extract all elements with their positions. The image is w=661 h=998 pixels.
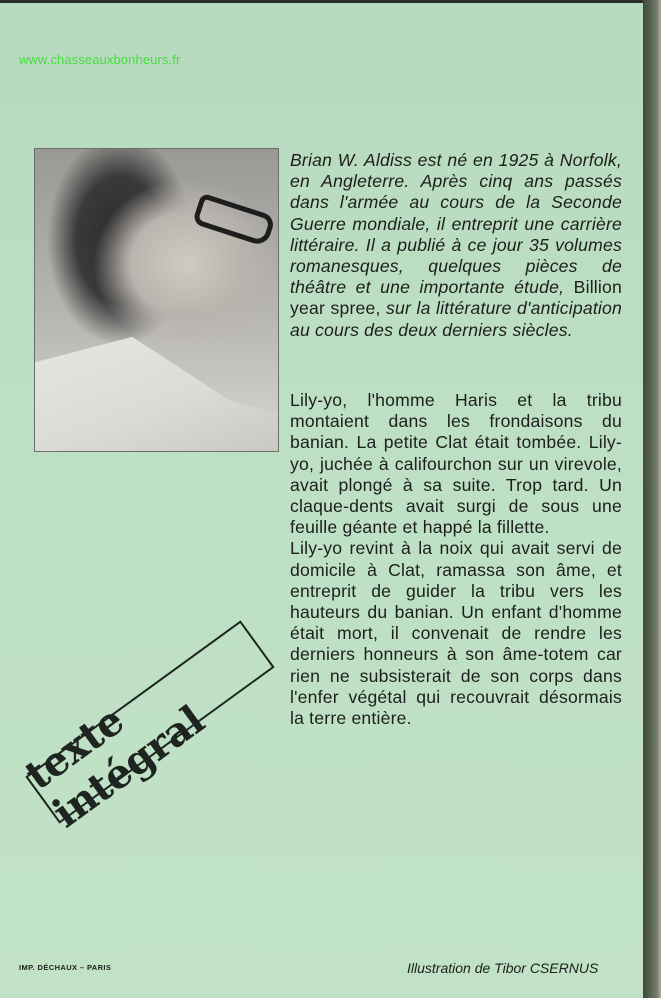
book-back-cover (0, 3, 643, 998)
book-spine-edge (643, 0, 661, 998)
printer-imprint: IMP. DÉCHAUX – PARIS (19, 963, 112, 972)
bio-text-part2: sur la littérature d'anticipation au cours des deux derniers siècles. (290, 298, 622, 340)
texte-integral-stamp (16, 620, 274, 838)
watermark-text: www.chasseauxbonheurs.fr (19, 52, 181, 67)
illustration-credit: Illustration de Tibor CSERNUS (407, 960, 599, 976)
bio-book-title: Billion year spree, (290, 277, 622, 319)
blurb-paragraph-2: Lily-yo revint à la noix qui avait servi de domicile à Clat, ramassa son âme, et entreprit de guider la tribu vers les hauteurs du banian. Un enfant d'homme était mort, il convenait de rendre les derniers honneurs à son âme-totem car rien ne subsisterait de son corps dans l'enfer végétal qui recouvrait désormais la terre entière. (290, 538, 622, 729)
author-bio (290, 150, 622, 341)
author-photo (34, 148, 279, 452)
bio-text-part1: Brian W. Aldiss est né en 1925 à Norfolk, en Angleterre. Après cinq ans passés dans l'armée au cours de la Seconde Guerre mondiale, il entreprit une carrière littéraire. Il a publié à ce jour 35 volumes romanesques, quelques pièces de théâtre et une importante étude, (290, 150, 622, 298)
blurb-paragraph-1: Lily-yo, l'homme Haris et la tribu montaient dans les frondaisons du banian. La petite Clat était tombée. Lily-yo, juchée à califourchon sur un virevole, avait plongé à sa suite. Trop tard. Un claque-dents avait surgi de sous une feuille géante et happé la fillette. (290, 390, 622, 538)
stamp-label: texte intégral (16, 696, 213, 838)
book-blurb (290, 390, 622, 729)
photo-shirt-shape (35, 324, 278, 451)
photo-glasses-shape (192, 193, 276, 248)
